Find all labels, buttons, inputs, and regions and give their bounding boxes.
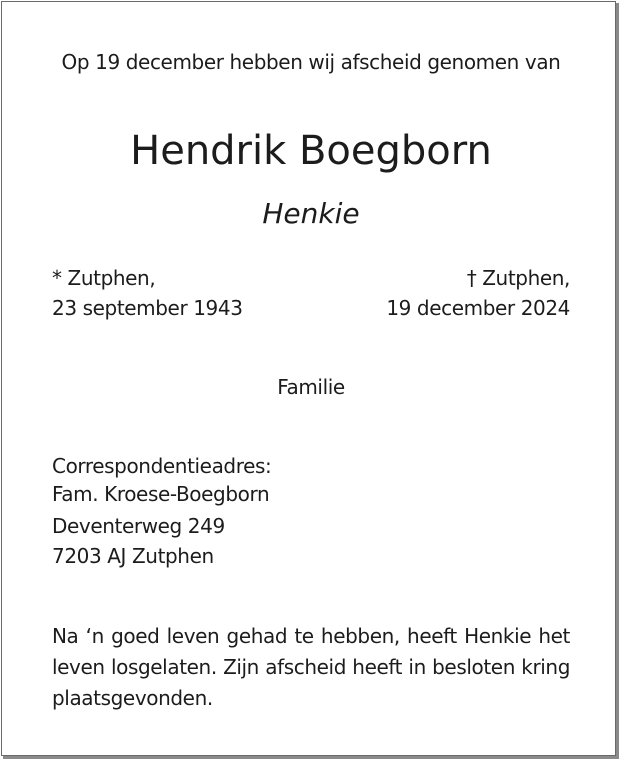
signed-by: Familie (277, 375, 345, 399)
correspondence-label: Correspondentieadres: (52, 454, 272, 478)
notice-shadow-right (616, 3, 619, 758)
deceased-name: Hendrik Boegborn (130, 128, 492, 174)
nickname: Henkie (262, 197, 360, 230)
closing-text: Na ‘n goed leven gehad te hebben, heeft Henkie het leven losgelaten. Zijn afscheid heeft in besloten kring plaatsgevonden. (52, 624, 570, 710)
death-place: † Zutphen, (466, 266, 570, 290)
birth-date: 23 september 1943 (52, 296, 243, 320)
birth-place: * Zutphen, (52, 266, 156, 290)
correspondence-street: Deventerweg 249 (52, 514, 225, 538)
intro-text: Op 19 december hebben wij afscheid genomen van (61, 50, 561, 74)
death-date: 19 december 2024 (386, 296, 570, 320)
correspondence-city: 7203 AJ Zutphen (52, 544, 214, 568)
correspondence-name: Fam. Kroese-Boegborn (52, 482, 270, 506)
